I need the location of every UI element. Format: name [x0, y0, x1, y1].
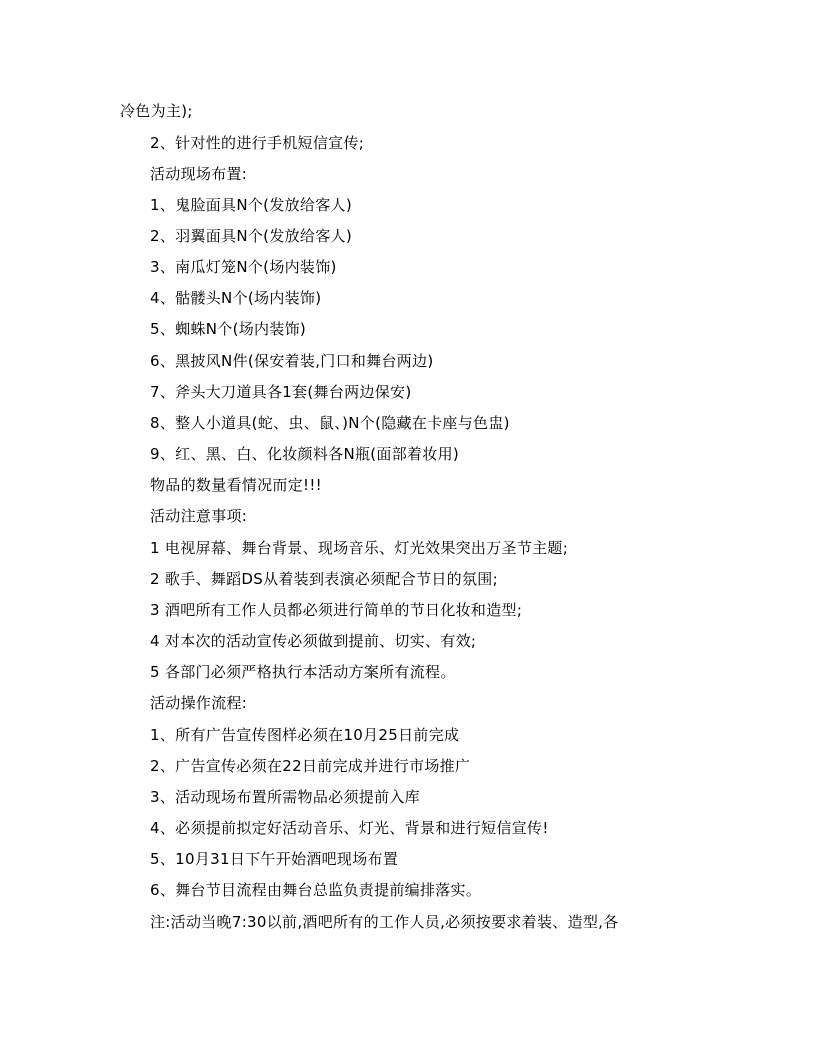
- list-item: 1、所有广告宣传图样必须在10月25日前完成: [150, 726, 460, 744]
- list-item: 8、整人小道具(蛇、虫、鼠、)N个(隐藏在卡座与色盅): [150, 414, 510, 432]
- list-item: 9、红、黑、白、化妆颜料各N瓶(面部着妆用): [150, 445, 460, 463]
- note-line: 注:活动当晚7:30以前,酒吧所有的工作人员,必须按要求着装、造型,各: [150, 913, 619, 931]
- list-item: 2、羽翼面具N个(发放给客人): [150, 227, 352, 245]
- list-item: 2、广告宣传必须在22日前完成并进行市场推广: [150, 757, 471, 775]
- section-heading: 活动注意事项:: [150, 507, 248, 525]
- list-item: 4 对本次的活动宣传必须做到提前、切实、有效;: [150, 632, 477, 650]
- text-line: 冷色为主);: [120, 102, 193, 120]
- list-item: 3、活动现场布置所需物品必须提前入库: [150, 788, 420, 806]
- list-item: 1、鬼脸面具N个(发放给客人): [150, 196, 352, 214]
- list-item: 1 电视屏幕、舞台背景、现场音乐、灯光效果突出万圣节主题;: [150, 539, 569, 557]
- list-item: 4、必须提前拟定好活动音乐、灯光、背景和进行短信宣传!: [150, 819, 549, 837]
- list-item: 6、黑披风N件(保安着装,门口和舞台两边): [150, 352, 434, 370]
- section-heading: 活动现场布置:: [150, 165, 248, 183]
- list-item: 6、舞台节目流程由舞台总监负责提前编排落实。: [150, 881, 482, 899]
- list-item: 3 酒吧所有工作人员都必须进行简单的节日化妆和造型;: [150, 601, 523, 619]
- text-line: 物品的数量看情况而定!!!: [150, 476, 322, 494]
- list-item: 4、骷髅头N个(场内装饰): [150, 289, 322, 307]
- list-item: 7、斧头大刀道具各1套(舞台两边保安): [150, 383, 412, 401]
- text-line: 2、针对性的进行手机短信宣传;: [150, 134, 365, 152]
- list-item: 5、蜘蛛N个(场内装饰): [150, 320, 307, 338]
- list-item: 5 各部门必须严格执行本活动方案所有流程。: [150, 663, 456, 681]
- list-item: 3、南瓜灯笼N个(场内装饰): [150, 258, 337, 276]
- list-item: 5、10月31日下午开始酒吧现场布置: [150, 850, 399, 868]
- list-item: 2 歌手、舞蹈DS从着装到表演必须配合节日的氛围;: [150, 570, 498, 588]
- section-heading: 活动操作流程:: [150, 694, 248, 712]
